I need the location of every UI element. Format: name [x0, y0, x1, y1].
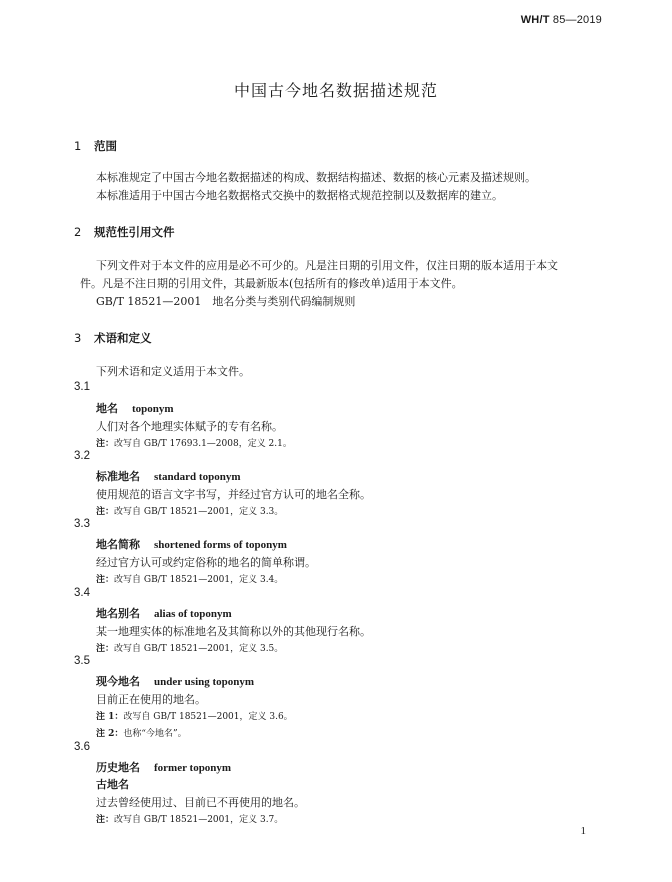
term-en: standard toponym	[154, 471, 241, 483]
note-label: 注：	[96, 507, 115, 517]
term-note	[96, 812, 283, 825]
standard-code-prefix: WH/T	[520, 14, 550, 26]
clause-number: 3.2	[74, 450, 90, 462]
term-definition: 过去曾经使用过、目前已不再使用的地名。	[96, 796, 305, 809]
section-heading-scope	[74, 138, 117, 154]
term-zh: 地名简称	[96, 538, 140, 551]
clause-number: 3.5	[74, 655, 90, 667]
note-text: 改写自 GB/T 17693.1—2008，定义 2.1。	[114, 439, 292, 449]
term-heading	[96, 468, 241, 484]
note-label: 注 1：	[96, 712, 124, 722]
note-label: 注：	[96, 815, 115, 825]
term-note	[96, 572, 283, 585]
term-note	[96, 641, 283, 654]
term-zh: 历史地名	[96, 761, 140, 774]
section-number: 3	[74, 331, 82, 345]
term-alternative: 古地名	[96, 778, 129, 791]
term-heading	[96, 605, 232, 621]
terms-intro: 下列术语和定义适用于本文件。	[96, 365, 250, 378]
section-number: 2	[74, 225, 82, 239]
term-zh: 标准地名	[96, 470, 140, 483]
scope-paragraph-1: 本标准规定了中国古今地名数据描述的构成、数据结构描述、数据的核心元素及描述规则。	[96, 171, 536, 184]
term-note	[96, 436, 292, 449]
note-label: 注：	[96, 575, 115, 585]
note-text: 改写自 GB/T 18521—2001，定义 3.6。	[123, 712, 293, 722]
term-definition: 经过官方认可或约定俗称的地名的简单称谓。	[96, 556, 316, 569]
scope-paragraph-2: 本标准适用于中国古今地名数据格式交换中的数据格式规范控制以及数据库的建立。	[96, 189, 503, 202]
term-definition: 使用规范的语言文字书写，并经过官方认可的地名全称。	[96, 488, 371, 501]
page-number: 1	[580, 825, 586, 837]
note-text: 改写自 GB/T 18521—2001，定义 3.5。	[114, 644, 284, 654]
clause-number: 3.4	[74, 587, 90, 599]
term-zh: 现今地名	[96, 675, 140, 688]
standard-code	[521, 14, 602, 26]
term-en: under using toponym	[154, 676, 255, 688]
note-label: 注 2：	[96, 729, 124, 739]
note-text: 也称“今地名”。	[123, 729, 187, 739]
term-heading	[96, 400, 174, 416]
section-heading-normative-references	[74, 224, 175, 240]
section-heading-terms	[74, 330, 152, 346]
term-heading	[96, 759, 231, 775]
standard-code-number: 85—2019	[552, 14, 602, 26]
references-paragraph-line-1: 下列文件对于本文件的应用是必不可少的。凡是注日期的引用文件，仅注日期的版本适用于本文	[96, 259, 558, 272]
note-text: 改写自 GB/T 18521—2001，定义 3.7。	[114, 815, 284, 825]
reference-entry: GB/T 18521—2001 地名分类与类别代码编制规则	[96, 295, 356, 308]
note-text: 改写自 GB/T 18521—2001，定义 3.3。	[114, 507, 284, 517]
term-note	[96, 504, 283, 517]
section-title: 范围	[94, 139, 118, 153]
clause-number: 3.6	[74, 741, 90, 753]
term-zh: 地名	[96, 402, 118, 415]
references-paragraph-line-2: 件。凡是不注日期的引用文件，其最新版本(包括所有的修改单)适用于本文件。	[80, 277, 463, 290]
note-label: 注：	[96, 439, 115, 449]
term-en: alias of toponym	[154, 608, 232, 620]
term-heading	[96, 673, 254, 689]
term-definition: 目前正在使用的地名。	[96, 693, 206, 706]
term-definition: 某一地理实体的标准地名及其简称以外的其他现行名称。	[96, 625, 371, 638]
term-en: shortened forms of toponym	[154, 539, 287, 551]
term-zh: 地名别名	[96, 607, 140, 620]
section-number: 1	[74, 139, 82, 153]
term-note	[96, 709, 293, 722]
term-definition: 人们对各个地理实体赋予的专有名称。	[96, 420, 283, 433]
note-text: 改写自 GB/T 18521—2001，定义 3.4。	[114, 575, 284, 585]
document-title: 中国古今地名数据描述规范	[233, 81, 438, 100]
term-note	[96, 726, 187, 739]
term-en: toponym	[132, 403, 174, 415]
clause-number: 3.3	[74, 518, 90, 530]
term-en: former toponym	[154, 762, 232, 774]
note-label: 注：	[96, 644, 115, 654]
term-heading	[96, 536, 287, 552]
section-title: 术语和定义	[94, 331, 152, 345]
section-title: 规范性引用文件	[94, 225, 175, 239]
clause-number: 3.1	[74, 381, 90, 393]
